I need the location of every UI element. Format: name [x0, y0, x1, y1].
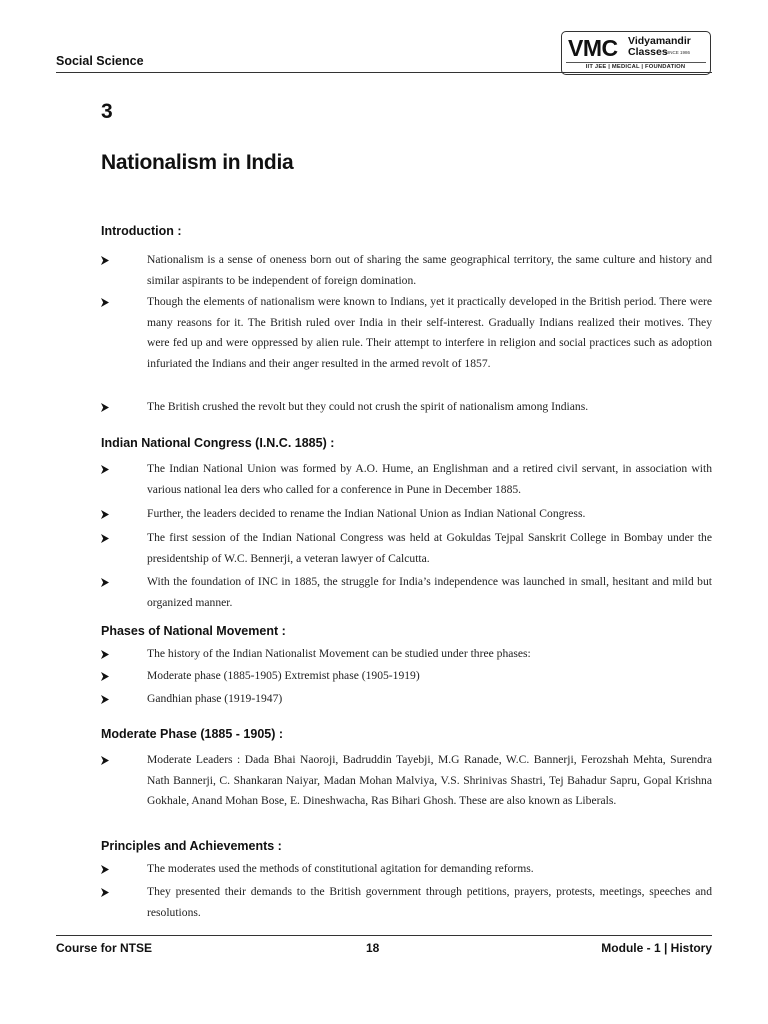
section-heading-moderate-phase: Moderate Phase (1885 - 1905) : — [101, 727, 284, 741]
footer-rule — [56, 935, 712, 936]
chapter-title: Nationalism in India — [101, 151, 294, 174]
arrow-bullet-icon — [101, 644, 111, 664]
logo-name-line2: Classes — [628, 46, 668, 58]
section-heading-phases: Phases of National Movement : — [101, 624, 286, 638]
arrow-bullet-icon — [101, 859, 111, 879]
list-item-text: Gandhian phase (1919-1947) — [147, 692, 283, 705]
vmc-logo — [561, 31, 711, 75]
logo-name-line1: Vidyamandir — [628, 35, 691, 47]
list-item-text: With the foundation of INC in 1885, the struggle for India’s independence was launched in small, hesitant and mild but organized manner. — [147, 575, 712, 609]
list-item-text: Nationalism is a sense of oneness born out of sharing the same geographical territory, the same culture and history and similar aspirants to be independent of foreign domination. — [147, 253, 712, 287]
arrow-bullet-icon — [101, 250, 111, 270]
list-item-text: Further, the leaders decided to rename the Indian National Union as Indian National Congress. — [147, 507, 586, 520]
list-item-text: The history of the Indian Nationalist Movement can be studied under three phases: — [147, 647, 531, 660]
section-heading-introduction: Introduction : — [101, 224, 182, 238]
list-item-text: The Indian National Union was formed by A.O. Hume, an Englishman and a retired civil servant, in association with various national lea ders who called for a conference in Pune in December 1885. — [147, 462, 712, 496]
logo-divider — [566, 62, 706, 63]
footer-module: Module - 1 | History — [601, 941, 712, 955]
arrow-bullet-icon — [101, 528, 111, 548]
footer-course: Course for NTSE — [56, 941, 153, 955]
list-item-text: The first session of the Indian National Congress was held at Gokuldas Tejpal Sanskrit College in Bombay under the presidentship of W.C. Bennerji, a veteran lawyer of Calcutta. — [147, 531, 712, 565]
header-rule — [56, 72, 712, 73]
list-item-text: The British crushed the revolt but they could not crush the spirit of nationalism among Indians. — [147, 400, 589, 413]
logo-since: SINCE 1986 — [665, 50, 691, 55]
section-heading-inc: Indian National Congress (I.N.C. 1885) : — [101, 436, 335, 450]
arrow-bullet-icon — [101, 397, 111, 417]
list-item-text: They presented their demands to the British government through petitions, prayers, protests, meetings, speeches and resolutions. — [147, 885, 712, 919]
header-subject: Social Science — [56, 54, 144, 68]
chapter-number: 3 — [101, 100, 113, 123]
arrow-bullet-icon — [101, 882, 111, 902]
logo-mark: VMC — [568, 35, 618, 61]
arrow-bullet-icon — [101, 292, 111, 312]
section-heading-principles: Principles and Achievements : — [101, 839, 282, 853]
arrow-bullet-icon — [101, 750, 111, 770]
arrow-bullet-icon — [101, 689, 111, 709]
list-item-text: Moderate phase (1885-1905) Extremist phase (1905-1919) — [147, 669, 420, 682]
list-item-text: Moderate Leaders : Dada Bhai Naoroji, Badruddin Tayebji, M.G Ranade, W.C. Bannerji, Ferozshah Mehta, Surendra Nath Bannerji, C. Shankaran Naiyar, Madan Mohan Malviya, V.S. Shrinivas Shastri, Tej Bahadur Sapru, Gopal Krishna Gokhale, Anand Mohan Bose, E. Dineshwacha, Ras Bihari Ghosh. These are also known as Liberals. — [147, 753, 712, 807]
arrow-bullet-icon — [101, 666, 111, 686]
list-item-text: Though the elements of nationalism were known to Indians, yet it practically developed in the British period. There were many reasons for it. The British ruled over India in their self-interest. Gradually Indians realized their motives. They were fed up and were oppressed by alien rule. Their attempt to interfere in religion and social practices such as adoption infuriated the Indians and their anger resulted in the armed revolt of 1857. — [147, 295, 712, 370]
logo-tagline: IIT JEE | MEDICAL | FOUNDATION — [585, 64, 686, 70]
arrow-bullet-icon — [101, 572, 111, 592]
arrow-bullet-icon — [101, 504, 111, 524]
footer-page-number: 18 — [366, 941, 380, 955]
arrow-bullet-icon — [101, 459, 111, 479]
list-item-text: The moderates used the methods of constitutional agitation for demanding reforms. — [147, 862, 534, 875]
